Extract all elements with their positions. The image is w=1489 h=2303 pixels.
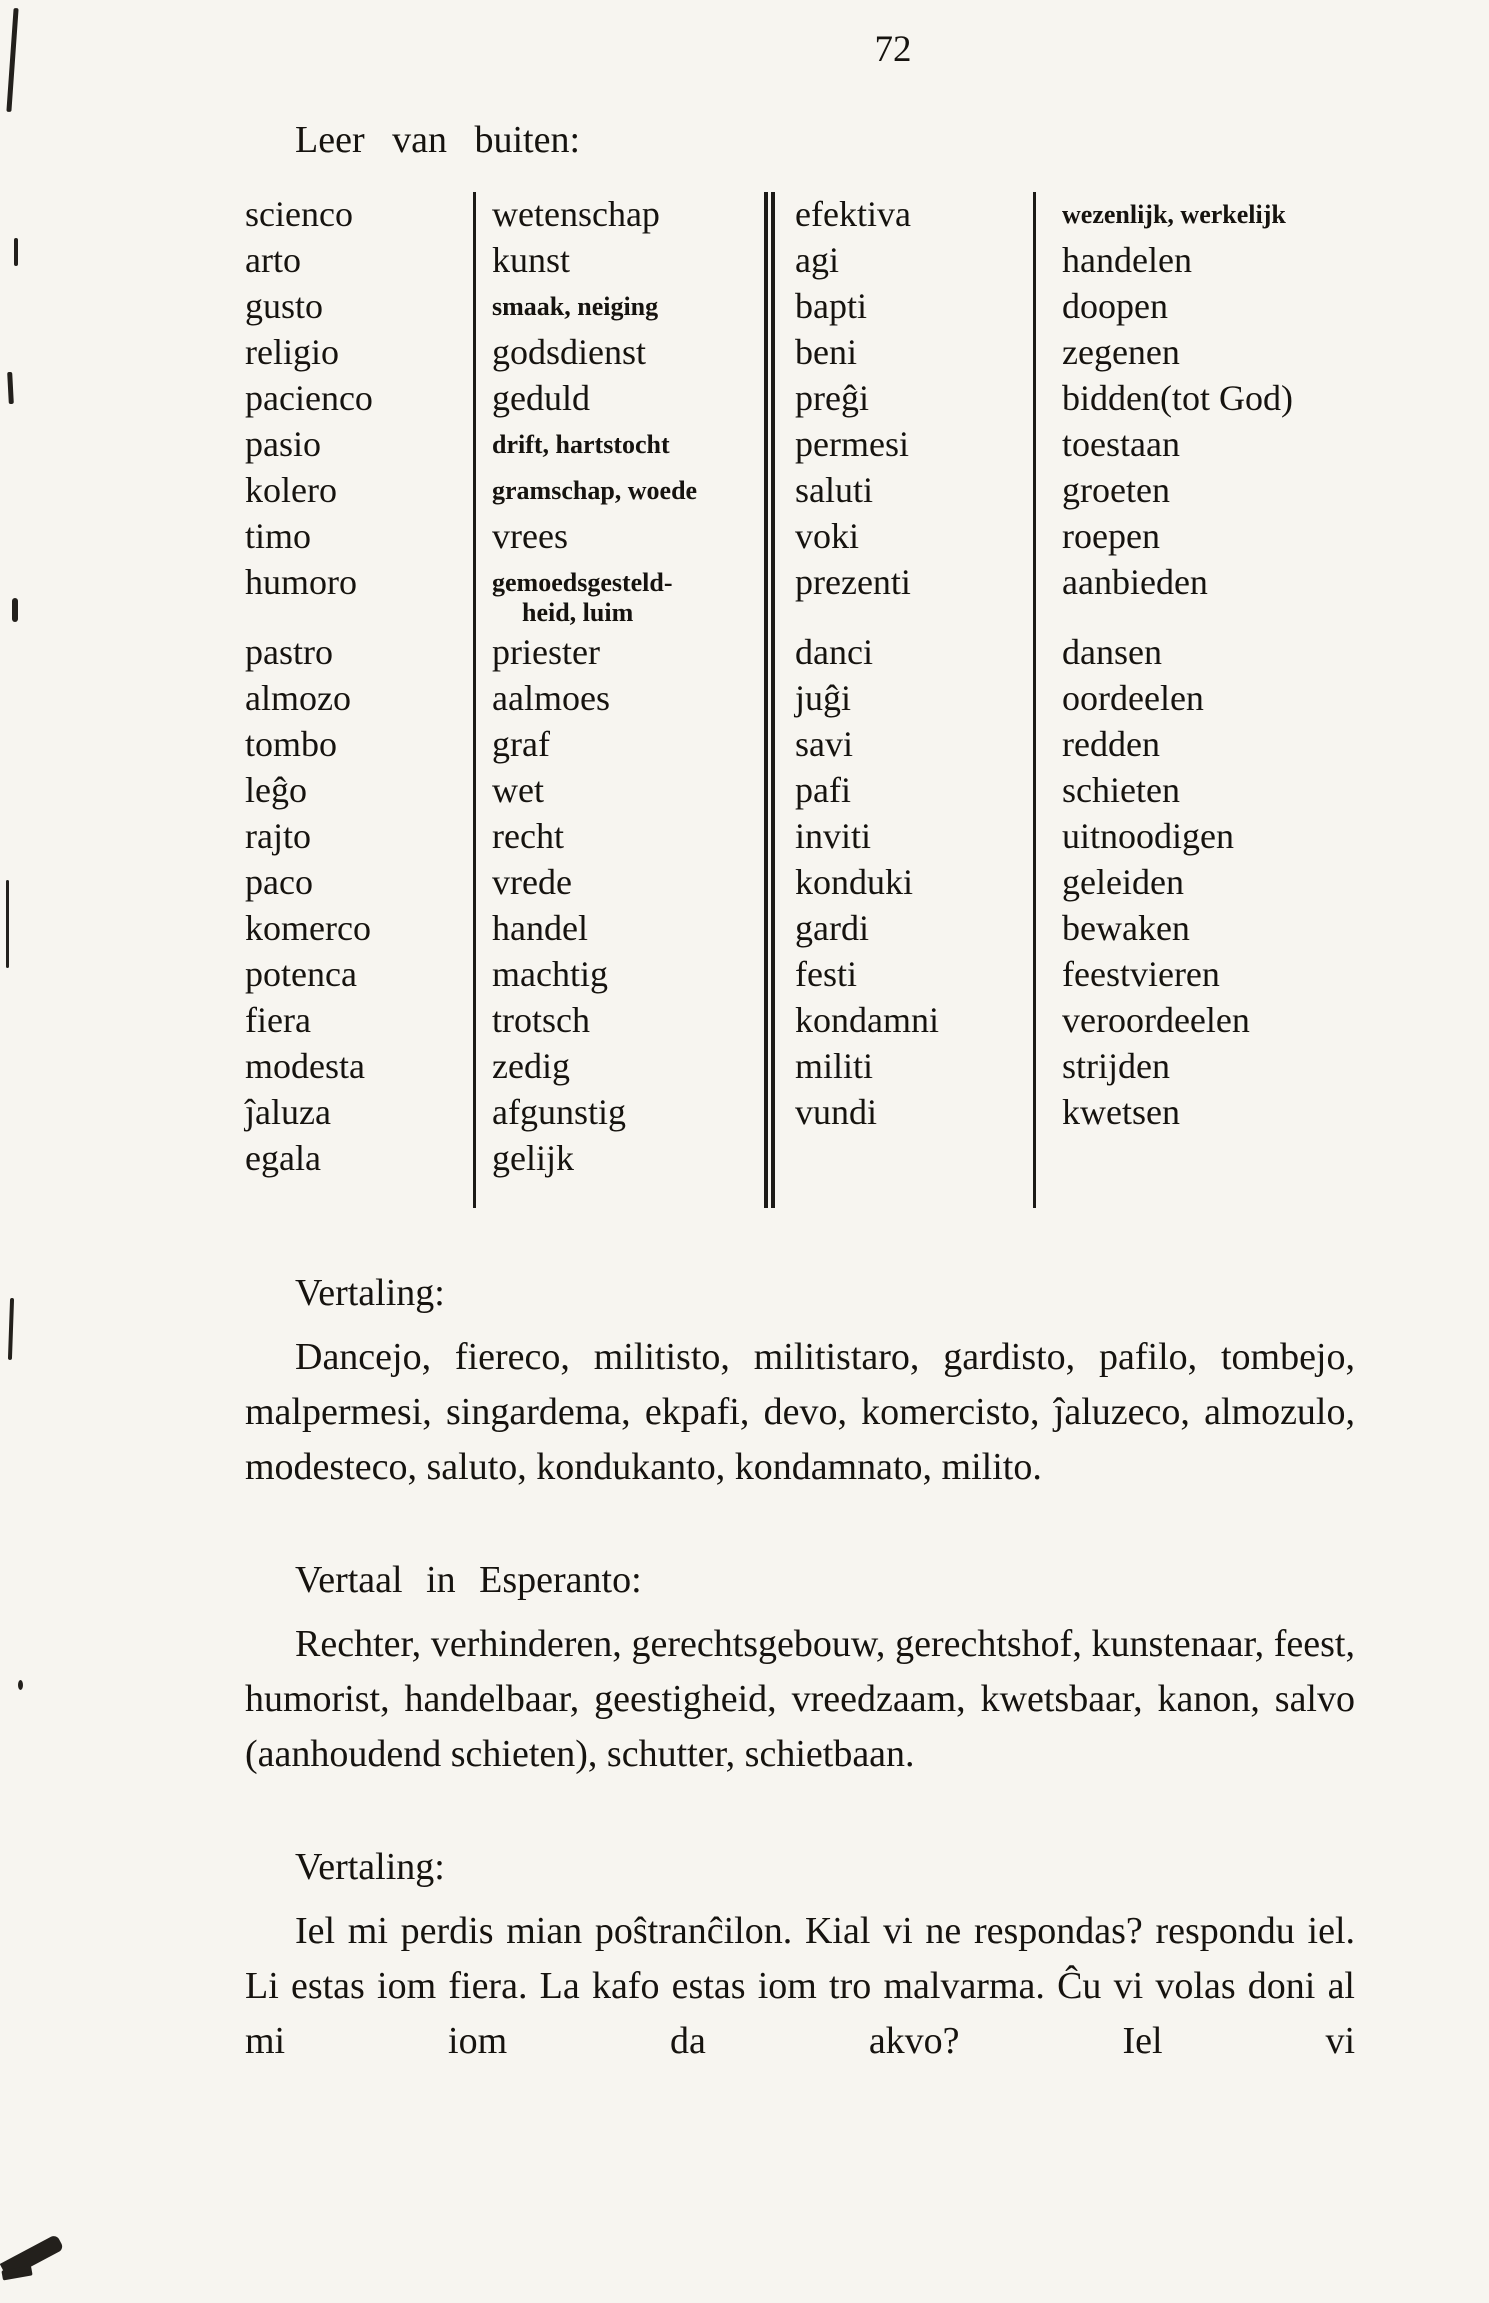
vocab-cell: drift, hartstocht bbox=[475, 422, 770, 468]
vocab-cell: timo bbox=[245, 514, 475, 560]
vocab-cell: machtig bbox=[475, 952, 770, 998]
vocab-row bbox=[245, 906, 1345, 952]
vocab-row bbox=[245, 952, 1345, 998]
vocab-cell: handelen bbox=[1062, 240, 1192, 280]
vocab-row bbox=[245, 192, 1345, 238]
vocab-cell: godsdienst bbox=[475, 330, 770, 376]
vocab-cell: pasio bbox=[245, 422, 475, 468]
vocab-row bbox=[245, 514, 1345, 560]
vocab-row bbox=[245, 768, 1345, 814]
vocab-cell: paco bbox=[245, 860, 475, 906]
scan-artifact bbox=[18, 1680, 23, 1690]
vocab-cell: vundi bbox=[770, 1090, 1035, 1136]
scan-artifact bbox=[7, 372, 14, 404]
vocab-cell: tombo bbox=[245, 722, 475, 768]
vocab-cell: leĝo bbox=[245, 768, 475, 814]
vocab-row bbox=[245, 722, 1345, 768]
scan-artifact bbox=[6, 880, 9, 968]
vocab-cell: gusto bbox=[245, 284, 475, 330]
vocab-cell: wezenlijk, werkelijk bbox=[1062, 200, 1286, 229]
vocab-cell: bidden(tot God) bbox=[1062, 378, 1293, 418]
section-heading: Vertaal in Esperanto: bbox=[295, 1559, 642, 1601]
vocab-cell: bapti bbox=[770, 284, 1035, 330]
vocab-cell: kolero bbox=[245, 468, 475, 514]
vocab-cell: vrees bbox=[475, 514, 770, 560]
vocab-cell: saluti bbox=[770, 468, 1035, 514]
vocab-cell: savi bbox=[770, 722, 1035, 768]
vocab-row bbox=[245, 630, 1345, 676]
vocab-row bbox=[245, 330, 1345, 376]
vocab-cell: smaak, neiging bbox=[475, 284, 770, 330]
vocab-cell: graf bbox=[475, 722, 770, 768]
vocab-row bbox=[245, 1090, 1345, 1136]
vocab-cell: religio bbox=[245, 330, 475, 376]
scan-artifact bbox=[12, 598, 18, 622]
vocab-cell: voki bbox=[770, 514, 1035, 560]
vocab-cell: geleiden bbox=[1062, 862, 1184, 902]
section-heading: Vertaling: bbox=[295, 1846, 445, 1888]
vocab-cell: preĝi bbox=[770, 376, 1035, 422]
section-vertaling-2 bbox=[245, 1844, 1355, 2069]
scan-artifact bbox=[14, 238, 18, 266]
vocab-cell: inviti bbox=[770, 814, 1035, 860]
vocab-cell: gramschap, woede bbox=[475, 468, 770, 514]
vocab-cell: scienco bbox=[245, 192, 475, 238]
vocab-row bbox=[245, 998, 1345, 1044]
vocab-cell: zedig bbox=[475, 1044, 770, 1090]
vocab-cell: kondamni bbox=[770, 998, 1035, 1044]
vocab-cell: humoro bbox=[245, 560, 475, 630]
vocab-cell: afgunstig bbox=[475, 1090, 770, 1136]
vocab-row bbox=[245, 814, 1345, 860]
vocab-cell: recht bbox=[475, 814, 770, 860]
vocab-cell: strijden bbox=[1062, 1046, 1170, 1086]
section-paragraph: Dancejo, fiereco, militisto, militistaro, gardisto, pafilo, tombejo, malpermesi, singardema, ekpafi, devo, komercisto, ĵaluzeco, almozulo, modesteco, saluto, kondukanto, kondamnato, milito. bbox=[245, 1336, 1355, 1488]
vocab-row bbox=[245, 284, 1345, 330]
vocab-row bbox=[245, 238, 1345, 284]
vocab-cell: komerco bbox=[245, 906, 475, 952]
vocab-cell: gardi bbox=[770, 906, 1035, 952]
vocab-row bbox=[245, 422, 1345, 468]
vocab-cell: handel bbox=[475, 906, 770, 952]
vocab-cell: festi bbox=[770, 952, 1035, 998]
vocab-cell: roepen bbox=[1062, 516, 1160, 556]
vocab-cell: beni bbox=[770, 330, 1035, 376]
vocab-cell: zegenen bbox=[1062, 332, 1180, 372]
vocab-cell: fiera bbox=[245, 998, 475, 1044]
vocab-cell: geduld bbox=[475, 376, 770, 422]
vocab-cell: prezenti bbox=[770, 560, 1035, 630]
vocab-cell: permesi bbox=[770, 422, 1035, 468]
vocab-cell: rajto bbox=[245, 814, 475, 860]
page-number: 72 bbox=[874, 29, 912, 70]
vocab-row bbox=[245, 560, 1345, 630]
scan-artifact bbox=[8, 1298, 14, 1360]
vocab-cell: trotsch bbox=[475, 998, 770, 1044]
vocab-cell: egala bbox=[245, 1136, 475, 1182]
vocab-cell: pastro bbox=[245, 630, 475, 676]
vocab-cell: doopen bbox=[1062, 286, 1168, 326]
vocab-cell: kunst bbox=[475, 238, 770, 284]
vocab-cell: potenca bbox=[245, 952, 475, 998]
vocab-cell: wet bbox=[475, 768, 770, 814]
vocab-row bbox=[245, 676, 1345, 722]
vocab-row bbox=[245, 1044, 1345, 1090]
vocab-cell: redden bbox=[1062, 724, 1160, 764]
vocab-cell: veroordeelen bbox=[1062, 1000, 1250, 1040]
vocab-table bbox=[245, 192, 1345, 1208]
vocab-row bbox=[245, 376, 1345, 422]
vocab-cell: danci bbox=[770, 630, 1035, 676]
vocab-cell: konduki bbox=[770, 860, 1035, 906]
vocab-cell: bewaken bbox=[1062, 908, 1190, 948]
vocab-cell: priester bbox=[475, 630, 770, 676]
vocab-cell: schieten bbox=[1062, 770, 1180, 810]
vocab-cell: feestvieren bbox=[1062, 954, 1220, 994]
vocab-cell: ĵaluza bbox=[245, 1090, 475, 1136]
page-content bbox=[245, 118, 1355, 2069]
vocab-cell: oordeelen bbox=[1062, 678, 1204, 718]
vocab-cell: agi bbox=[770, 238, 1035, 284]
vocab-cell: juĝi bbox=[770, 676, 1035, 722]
section-heading: Vertaling: bbox=[295, 1272, 445, 1314]
vocab-rule-extension bbox=[245, 1182, 1345, 1208]
vocab-cell: groeten bbox=[1062, 470, 1170, 510]
vocab-cell: militi bbox=[770, 1044, 1035, 1090]
vocab-cell: toestaan bbox=[1062, 424, 1180, 464]
vocab-table-body bbox=[245, 192, 1345, 1208]
vocab-cell: wetenschap bbox=[475, 192, 770, 238]
vocab-cell: aanbieden bbox=[1062, 562, 1208, 602]
vocab-cell bbox=[770, 1136, 1035, 1182]
vocab-cell: efektiva bbox=[770, 192, 1035, 238]
vocab-row bbox=[245, 860, 1345, 906]
vocab-cell bbox=[1035, 1136, 1346, 1182]
lesson-heading: Leer van buiten: bbox=[295, 119, 581, 161]
vocab-cell: gemoedsgesteld- heid, luim bbox=[475, 560, 770, 630]
vocab-cell: pafi bbox=[770, 768, 1035, 814]
section-vertaling-1 bbox=[245, 1270, 1355, 1495]
vocab-cell: almozo bbox=[245, 676, 475, 722]
section-paragraph: Iel mi perdis mian poŝtranĉilon. Kial vi ne respondas? respondu iel. Li estas iom fiera. La kafo estas iom tro malvarma. Ĉu vi volas doni al mi iom da akvo? Iel vi bbox=[245, 1910, 1355, 2062]
vocab-row bbox=[245, 1136, 1345, 1182]
section-vertaal-in-esperanto bbox=[245, 1557, 1355, 1782]
vocab-cell: vrede bbox=[475, 860, 770, 906]
vocab-cell: arto bbox=[245, 238, 475, 284]
vocab-row bbox=[245, 468, 1345, 514]
vocab-cell: dansen bbox=[1062, 632, 1162, 672]
vocab-cell: pacienco bbox=[245, 376, 475, 422]
vocab-cell: kwetsen bbox=[1062, 1092, 1180, 1132]
scan-artifact bbox=[6, 8, 18, 112]
vocab-cell: gelijk bbox=[475, 1136, 770, 1182]
section-paragraph: Rechter, verhinderen, gerechtsgebouw, gerechtshof, kunstenaar, feest, humorist, handelbaar, geestigheid, vreedzaam, kwetsbaar, kanon, salvo (aanhoudend schieten), schutter, schietbaan. bbox=[245, 1623, 1355, 1775]
vocab-cell: uitnoodigen bbox=[1062, 816, 1234, 856]
vocab-cell: modesta bbox=[245, 1044, 475, 1090]
vocab-cell: aalmoes bbox=[475, 676, 770, 722]
